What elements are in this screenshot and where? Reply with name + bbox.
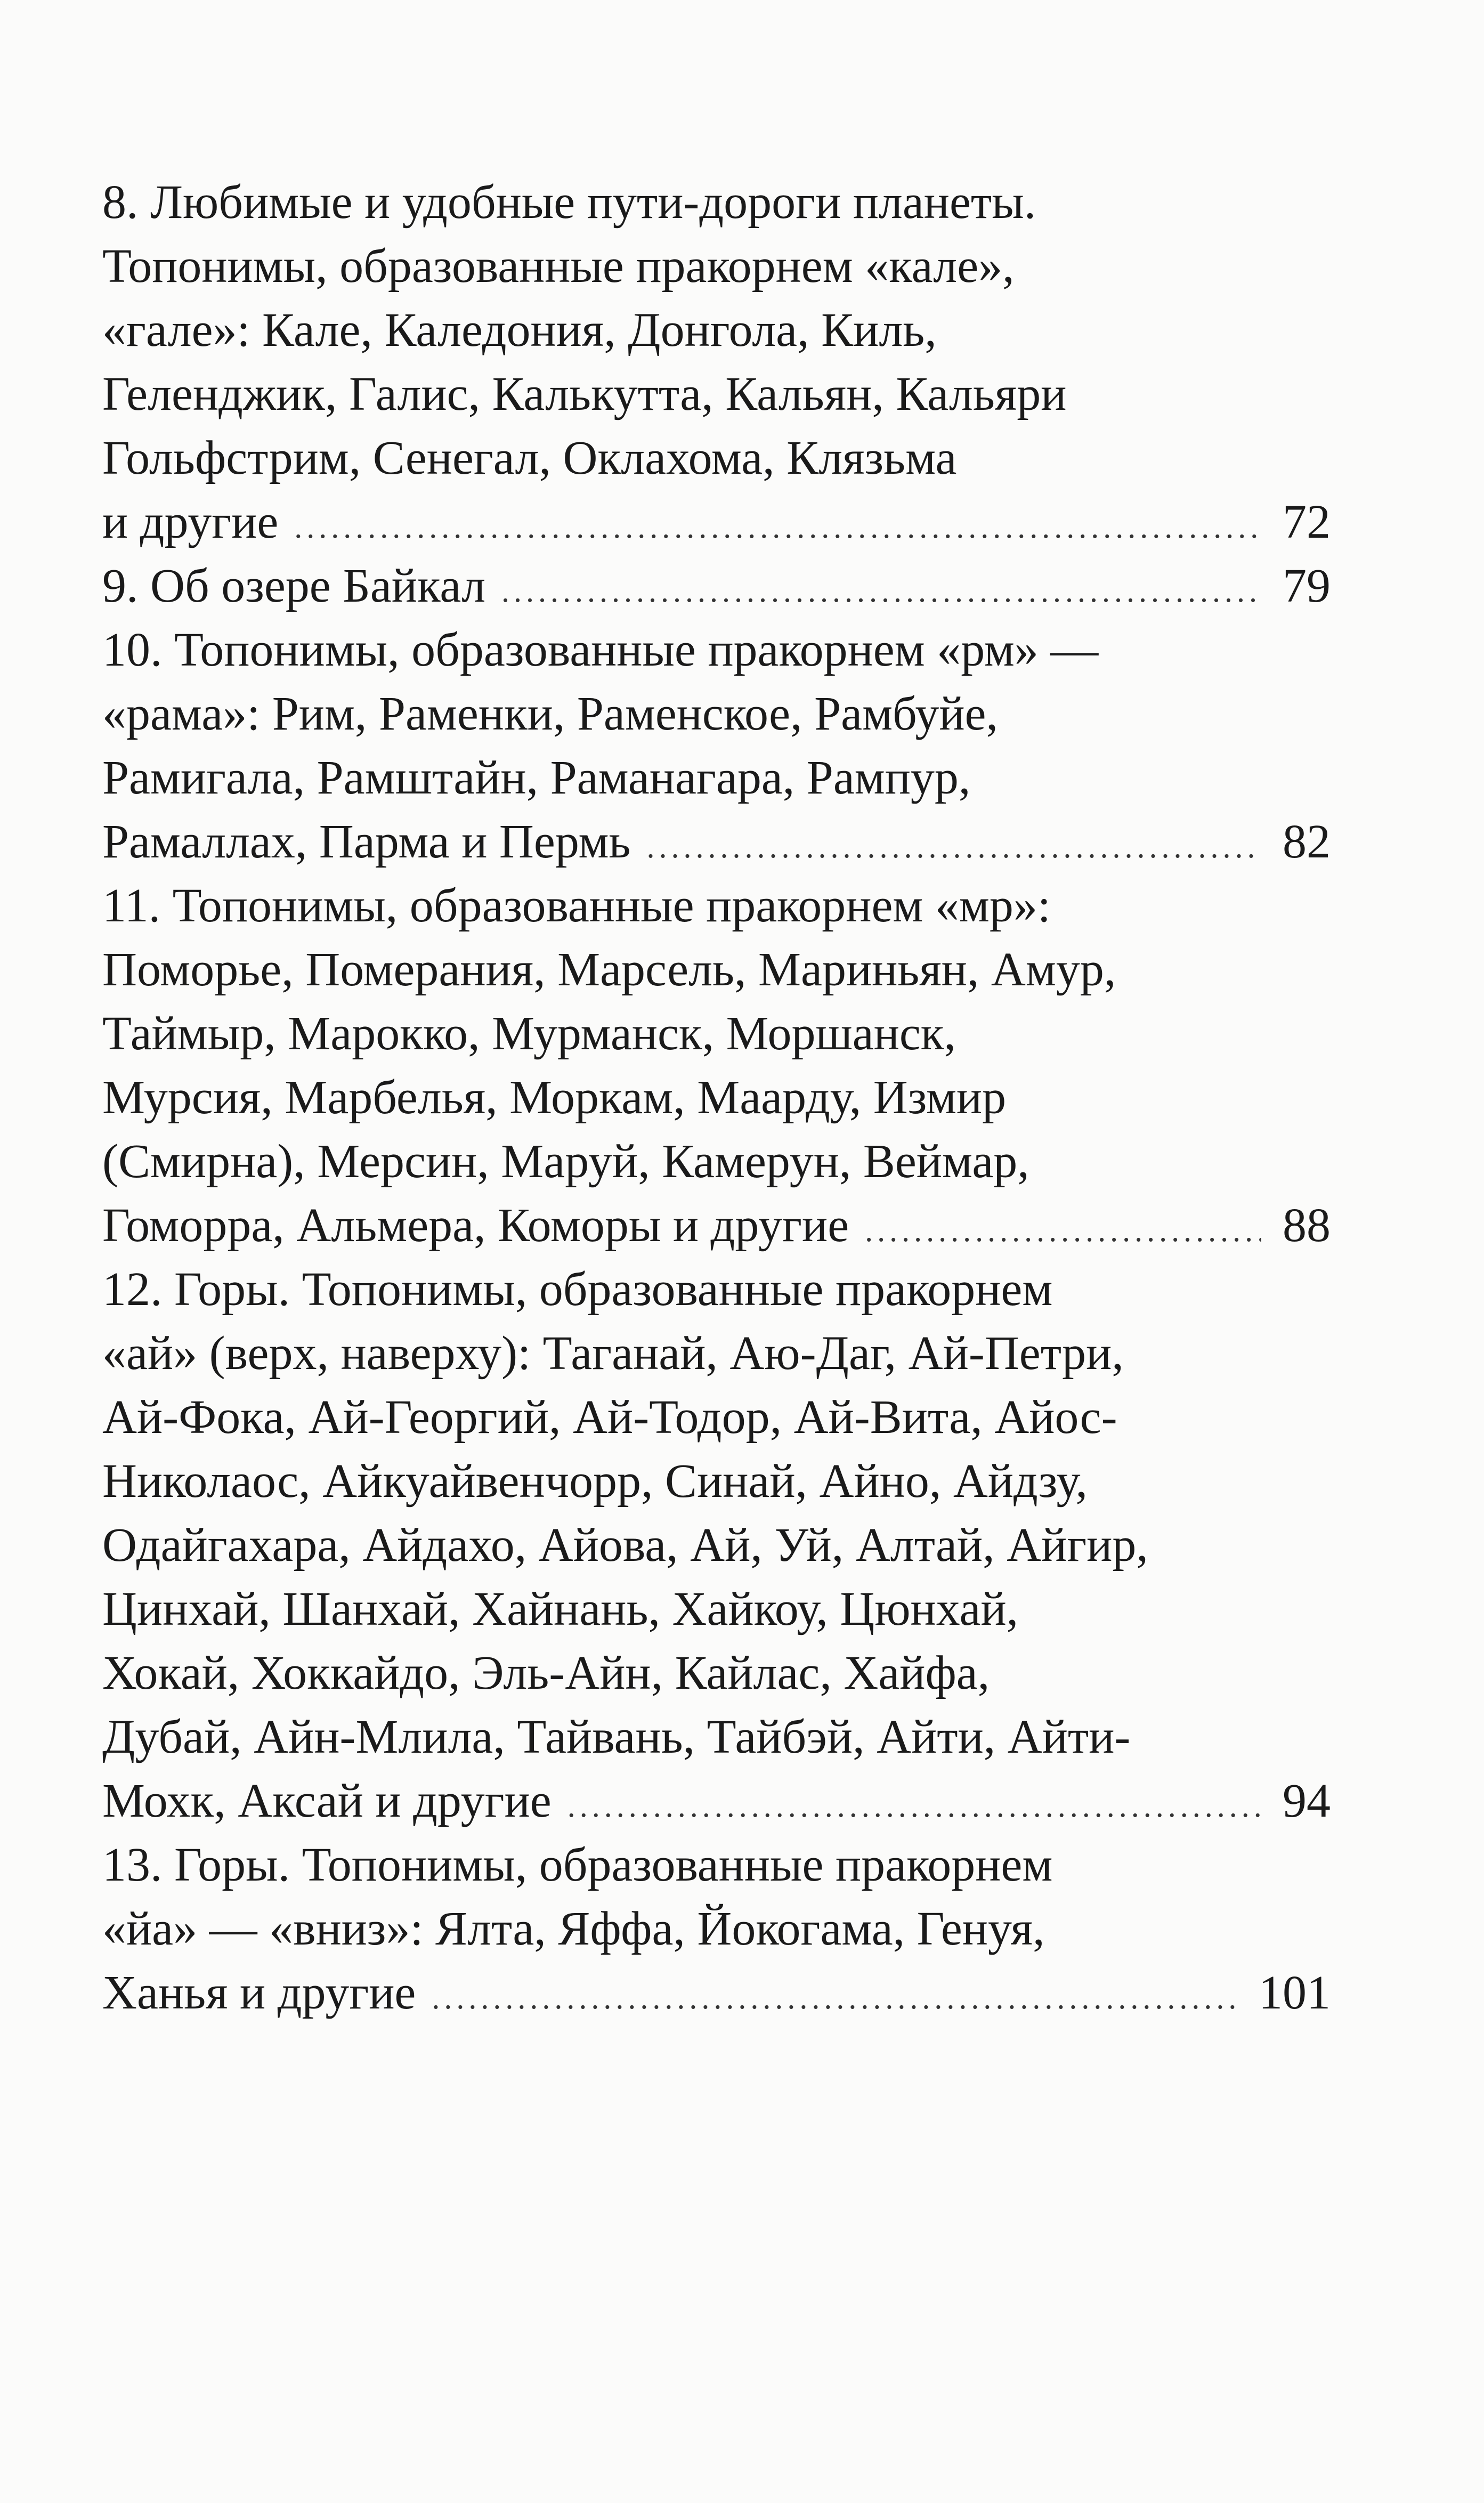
toc-entry-text: (Смирна), Мерсин, Маруй, Камерун, Веймар, <box>102 1135 1029 1188</box>
toc-entry-last-line <box>102 1769 1331 1833</box>
toc-entry[interactable] <box>102 874 1331 1258</box>
toc-entry-text: Хокай, Хоккайдо, Эль-Айн, Кайлас, Хайфа, <box>102 1647 990 1699</box>
dot-leader <box>432 1966 1237 2030</box>
toc-entry-text: Мохк, Аксай и другие <box>102 1775 552 1827</box>
toc-entry-text: Одайгахара, Айдахо, Айова, Ай, Уй, Алтай, Айгир, <box>102 1519 1148 1572</box>
toc-entry-text: Гольфстрим, Сенегал, Оклахома, Клязьма <box>102 432 957 484</box>
toc-page-number: 72 <box>1283 496 1331 548</box>
dot-leader <box>501 559 1261 623</box>
toc-entry[interactable] <box>102 618 1331 874</box>
toc-entry[interactable] <box>102 554 1331 618</box>
toc-entry-text: Ай-Фока, Ай-Георгий, Ай-Тодор, Ай-Вита, Айос- <box>102 1391 1117 1444</box>
toc-entry-text: «йа» — «вниз»: Ялта, Яффа, Йокогама, Генуя, <box>102 1902 1045 1955</box>
dot-leader <box>294 495 1261 559</box>
toc-page-number: 79 <box>1283 560 1331 612</box>
toc-entry-text: Дубай, Айн-Млила, Тайвань, Тайбэй, Айти, Айти- <box>102 1711 1131 1763</box>
toc-entry-text: 13. Горы. Топонимы, образованные пракорнем <box>102 1838 1053 1891</box>
toc-entry-text: 12. Горы. Топонимы, образованные пракорнем <box>102 1263 1053 1316</box>
toc-entry-text: 10. Топонимы, образованные пракорнем «рм» — <box>102 623 1099 676</box>
toc-page-number: 101 <box>1259 1966 1331 2019</box>
toc-entry-text: «ай» (верх, наверху): Таганай, Аю-Даг, Ай-Петри, <box>102 1327 1124 1380</box>
toc-entry-text: Рамигала, Рамштайн, Раманагара, Рампур, <box>102 751 971 804</box>
toc-entry-last-line <box>102 1961 1331 2025</box>
toc-entry-text: Николаос, Айкуайвенчорр, Синай, Айно, Айдзу, <box>102 1455 1088 1508</box>
toc-entry[interactable] <box>102 171 1331 554</box>
toc-entry-text: Цинхай, Шанхай, Хайнань, Хайкоу, Цюнхай, <box>102 1583 1019 1635</box>
toc-entry-text: Мурсия, Марбелья, Моркам, Маарду, Измир <box>102 1071 1007 1124</box>
toc-entry-text: Таймыр, Марокко, Мурманск, Моршанск, <box>102 1007 956 1060</box>
toc-entry-text: Рамаллах, Парма и Пермь <box>102 815 631 868</box>
toc-entry-last-line <box>102 810 1331 874</box>
toc-page-number: 82 <box>1283 815 1331 868</box>
toc-entry-last-line <box>102 554 1331 618</box>
toc-entry[interactable] <box>102 1833 1331 2025</box>
toc-entry-text: Топонимы, образованные пракорнем «кале», <box>102 240 1015 293</box>
toc-page-number: 94 <box>1283 1775 1331 1827</box>
toc-entry-text: «рама»: Рим, Раменки, Раменское, Рамбуйе, <box>102 687 998 740</box>
table-of-contents <box>102 171 1331 2025</box>
toc-entry-last-line <box>102 490 1331 554</box>
toc-entry[interactable] <box>102 1258 1331 1833</box>
dot-leader <box>567 1774 1261 1838</box>
toc-entry-text: 11. Топонимы, образованные пракорнем «мр»: <box>102 879 1051 932</box>
toc-entry-text: Гоморра, Альмера, Коморы и другие <box>102 1199 849 1252</box>
toc-entry-text: Ханья и другие <box>102 1966 416 2019</box>
toc-entry-last-line <box>102 1194 1331 1258</box>
dot-leader <box>865 1198 1261 1262</box>
toc-entry-text: «гале»: Кале, Каледония, Донгола, Киль, <box>102 304 937 357</box>
toc-entry-text: Геленджик, Галис, Калькутта, Кальян, Кальяри <box>102 368 1067 420</box>
dot-leader <box>646 815 1261 879</box>
toc-entry-text: Поморье, Померания, Марсель, Мариньян, Амур, <box>102 943 1116 996</box>
toc-page-number: 88 <box>1283 1199 1331 1252</box>
toc-entry-text: 8. Любимые и удобные пути-дороги планеты. <box>102 176 1036 229</box>
toc-entry-text: и другие <box>102 496 279 548</box>
toc-entry-text: 9. Об озере Байкал <box>102 560 486 612</box>
